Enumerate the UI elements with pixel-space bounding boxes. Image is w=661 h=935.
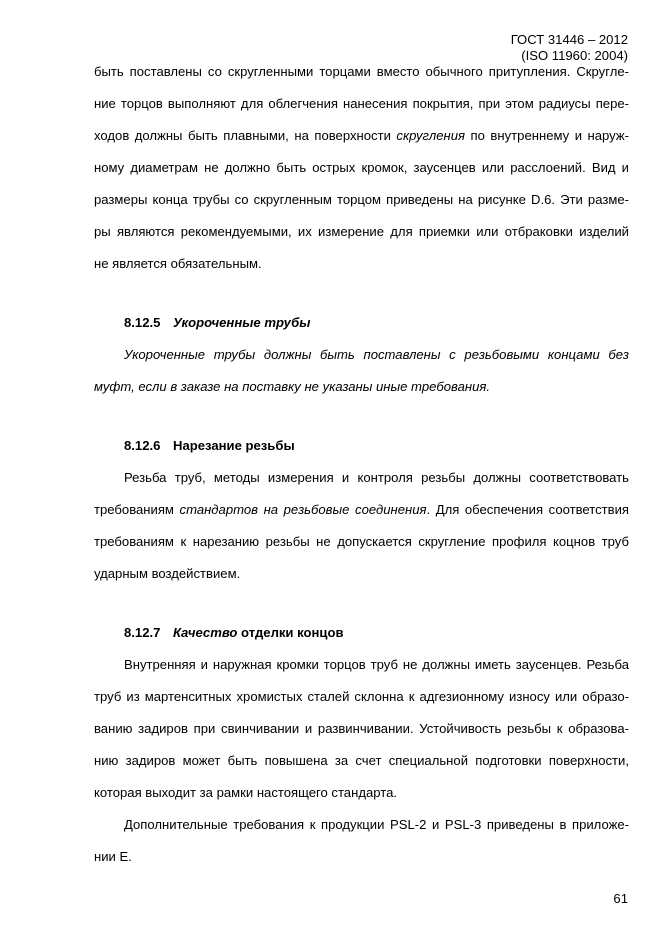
text-line: труб из мартенситных хромистых сталей склонна к адгезионному износу или образо-	[94, 689, 629, 704]
text-line: Резьба труб, методы измерения и контроля резьбы должны соответствовать	[124, 470, 629, 485]
text-line: размеры конца трубы со скругленным торцом приведены на рисунке D.6. Эти разме-	[94, 192, 629, 207]
document-header	[511, 32, 628, 64]
text-line: ние торцов выполняют для облегчения нанесения покрытия, при этом радиусы пере-	[94, 96, 629, 111]
text-line: Дополнительные требования к продукции PSL-2 и PSL-3 приведены в приложе-	[124, 817, 629, 832]
text-line: требованиям стандартов на резьбовые соединения. Для обеспечения соответствия	[94, 502, 629, 517]
text-line: которая выходит за рамки настоящего стандарта.	[94, 785, 398, 800]
text-line: ному диаметрам не должно быть острых кромок, заусенцев или расслоений. Вид и	[94, 160, 629, 175]
standard-code: ГОСТ 31446 – 2012	[510, 32, 628, 47]
section-heading: 8.12.5 Укороченные трубы	[124, 315, 311, 330]
text-line: Внутренняя и наружная кромки торцов труб не должны иметь заусенцев. Резьба	[124, 657, 629, 672]
iso-reference: (ISO 11960: 2004)	[521, 48, 628, 63]
section-heading: 8.12.6 Нарезание резьбы	[124, 438, 295, 453]
text-line: ванию задиров при свинчивании и развинчивании. Устойчивость резьбы к образова-	[94, 721, 629, 736]
text-line: быть поставлены со скругленными торцами вместо обычного притупления. Скругле-	[94, 64, 629, 79]
text-line: требованиям к нарезанию резьбы не допускается скругление профиля коцнов труб	[94, 534, 629, 549]
text-line: ходов должны быть плавными, на поверхности скругления по внутреннему и наруж-	[94, 128, 629, 143]
text-line: ударным воздействием.	[94, 566, 241, 581]
text-line: Укороченные трубы должны быть поставлены с резьбовыми концами без	[124, 347, 629, 362]
text-line: нии Е.	[94, 849, 132, 864]
text-line: нию задиров может быть повышена за счет специальной подготовки поверхности,	[94, 753, 629, 768]
text-line: не является обязательным.	[94, 256, 262, 271]
section-heading: 8.12.7 Качество отделки концов	[124, 625, 344, 640]
page-number: 61	[613, 891, 628, 906]
text-line: ры являются рекомендуемыми, их измерение для приемки или отбраковки изделий	[94, 224, 629, 239]
text-line: муфт, если в заказе на поставку не указаны иные требования.	[94, 379, 490, 394]
